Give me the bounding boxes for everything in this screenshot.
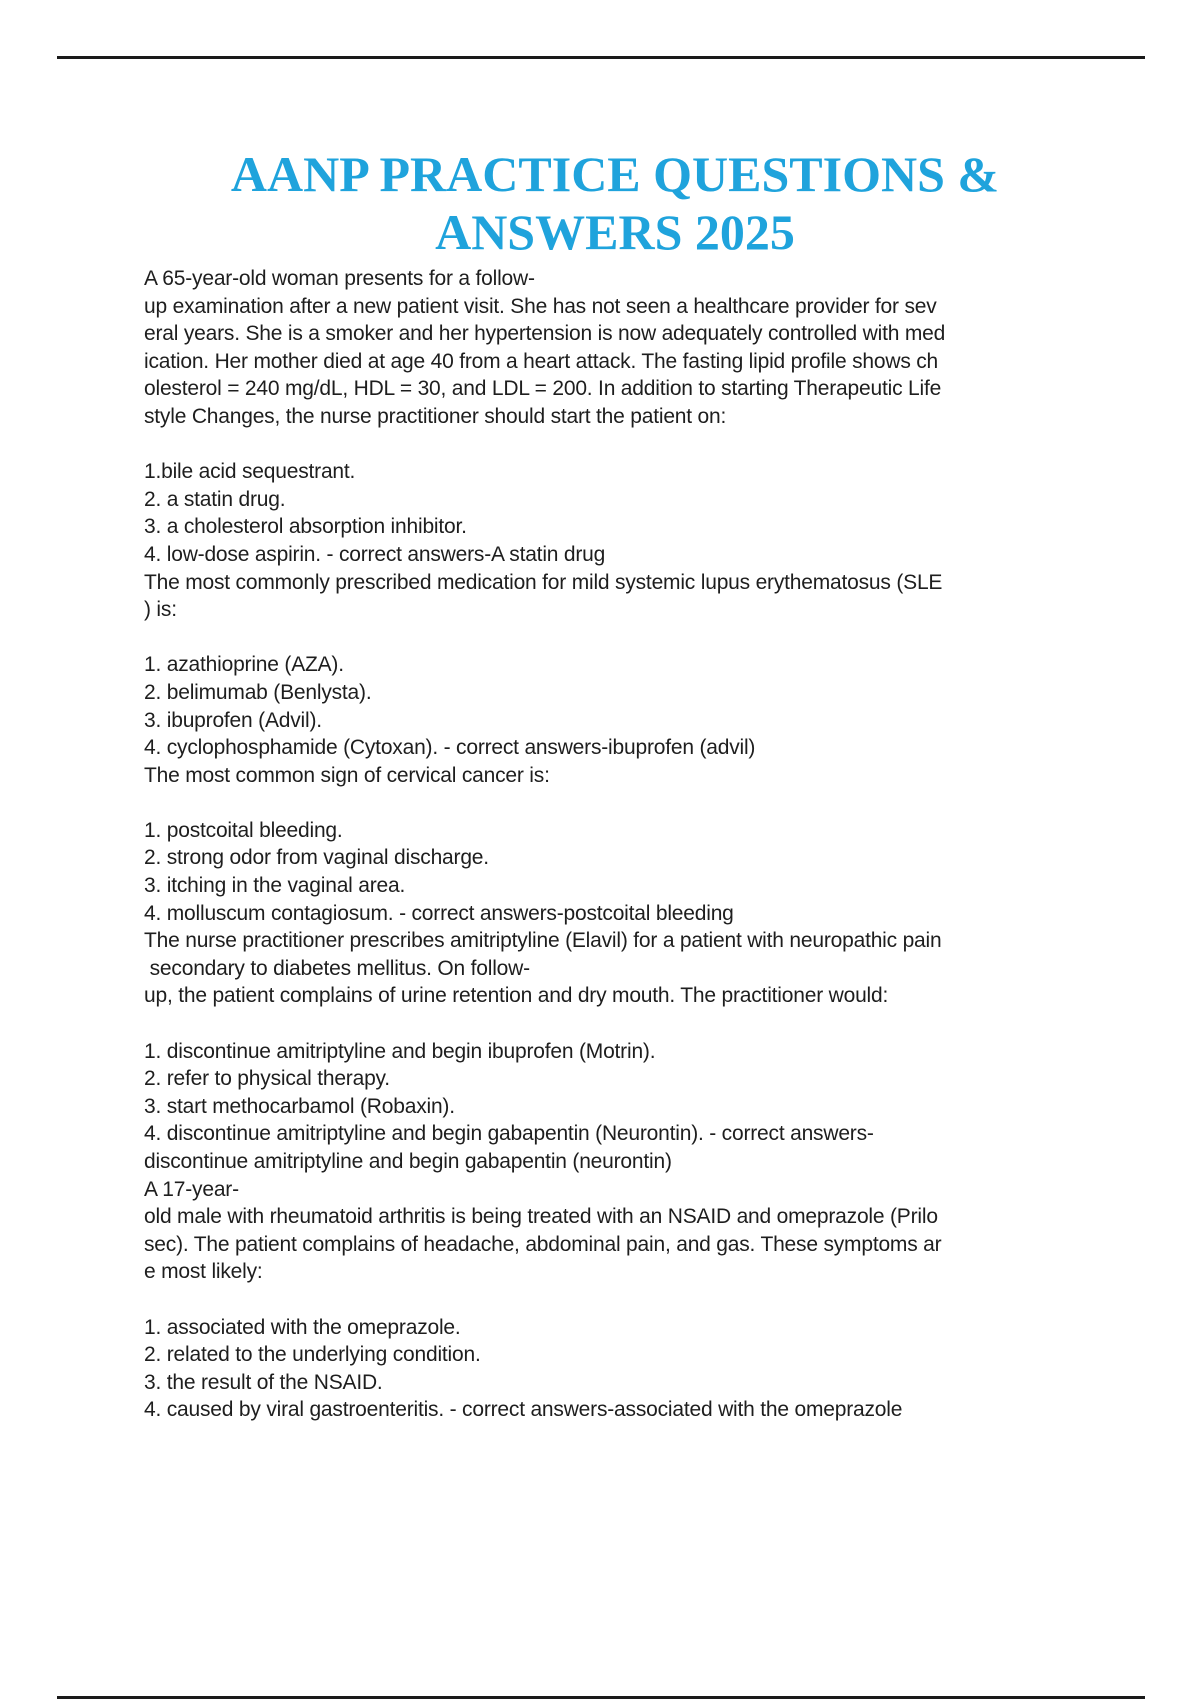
answer-option: 3. the result of the NSAID. <box>144 1370 383 1394</box>
answer-option: 2. a statin drug. <box>144 487 286 511</box>
answer-option: 1.bile acid sequestrant. <box>144 460 356 484</box>
question-stem-line: up examination after a new patient visit. She has not seen a healthcare provider for sev <box>144 294 937 318</box>
document-body <box>144 265 1084 1424</box>
question-stem-line: ) is: <box>144 598 177 622</box>
bottom-rule <box>57 1696 1145 1699</box>
title-line-1: AANP PRACTICE QUESTIONS & <box>230 146 1000 202</box>
question-stem-line: up, the patient complains of urine retention and dry mouth. The practitioner would: <box>144 984 889 1008</box>
question-stem-line: A 17-year- <box>144 1177 239 1201</box>
answer-option-with-correct-answer: 4. molluscum contagiosum. - correct answers-postcoital bleeding <box>144 901 734 925</box>
answer-option-with-correct-answer: 4. discontinue amitriptyline and begin gabapentin (Neurontin). - correct answers- <box>144 1122 874 1146</box>
question-stem-line: old male with rheumatoid arthritis is being treated with an NSAID and omeprazole (Prilo <box>144 1205 938 1229</box>
answer-option: 2. refer to physical therapy. <box>144 1067 390 1091</box>
answer-option: 3. itching in the vaginal area. <box>144 874 406 898</box>
answer-option-with-correct-answer: 4. caused by viral gastroenteritis. - correct answers-associated with the omeprazole <box>144 1398 903 1422</box>
answer-option-with-correct-answer: 4. low-dose aspirin. - correct answers-A statin drug <box>144 542 606 566</box>
answer-option-with-correct-answer: 4. cyclophosphamide (Cytoxan). - correct answers-ibuprofen (advil) <box>144 736 756 760</box>
question-stem-line: The most common sign of cervical cancer is: <box>144 763 550 787</box>
question-stem-line: eral years. She is a smoker and her hypertension is now adequately controlled with med <box>144 322 946 346</box>
question-stem-line: ication. Her mother died at age 40 from a heart attack. The fasting lipid profile shows ch <box>144 349 939 373</box>
answer-option: 3. a cholesterol absorption inhibitor. <box>144 515 467 539</box>
blank-line <box>144 1286 1084 1314</box>
question-stem-line: sec). The patient complains of headache, abdominal pain, and gas. These symptoms ar <box>144 1232 942 1256</box>
answer-option: 3. start methocarbamol (Robaxin). <box>144 1094 455 1118</box>
answer-option: 1. azathioprine (AZA). <box>144 653 344 677</box>
blank-line <box>144 1010 1084 1038</box>
answer-option: 2. belimumab (Benlysta). <box>144 680 372 704</box>
question-stem-line: A 65-year-old woman presents for a follow- <box>144 267 535 290</box>
question-block <box>144 927 1084 1175</box>
answer-option: 2. related to the underlying condition. <box>144 1343 481 1367</box>
answer-option: 1. postcoital bleeding. <box>144 818 343 842</box>
answer-option: 2. strong odor from vaginal discharge. <box>144 846 489 870</box>
answer-option: 3. ibuprofen (Advil). <box>144 708 322 732</box>
question-stem-line: The nurse practitioner prescribes amitriptyline (Elavil) for a patient with neuropathic pain <box>144 929 942 953</box>
answer-option: 1. associated with the omeprazole. <box>144 1315 461 1339</box>
question-stem-line: The most commonly prescribed medication for mild systemic lupus erythematosus (SLE <box>144 570 943 594</box>
blank-line <box>144 789 1084 817</box>
blank-line <box>144 624 1084 652</box>
question-stem-line: style Changes, the nurse practitioner should start the patient on: <box>144 404 727 428</box>
question-block <box>144 762 1084 928</box>
page-title <box>0 145 1200 261</box>
question-stem-line: e most likely: <box>144 1260 263 1284</box>
top-rule <box>57 56 1145 59</box>
question-block <box>144 569 1084 762</box>
correct-answer-continuation: discontinue amitriptyline and begin gabapentin (neurontin) <box>144 1150 672 1173</box>
question-stem-line: olesterol = 240 mg/dL, HDL = 30, and LDL = 200. In addition to starting Therapeutic Life <box>144 377 942 401</box>
blank-line <box>144 431 1084 459</box>
question-stem-line: secondary to diabetes mellitus. On follow- <box>144 956 530 980</box>
answer-option: 1. discontinue amitriptyline and begin ibuprofen (Motrin). <box>144 1039 656 1063</box>
question-block <box>144 265 1084 569</box>
title-line-2: ANSWERS 2025 <box>435 204 795 260</box>
question-block <box>144 1176 1084 1424</box>
